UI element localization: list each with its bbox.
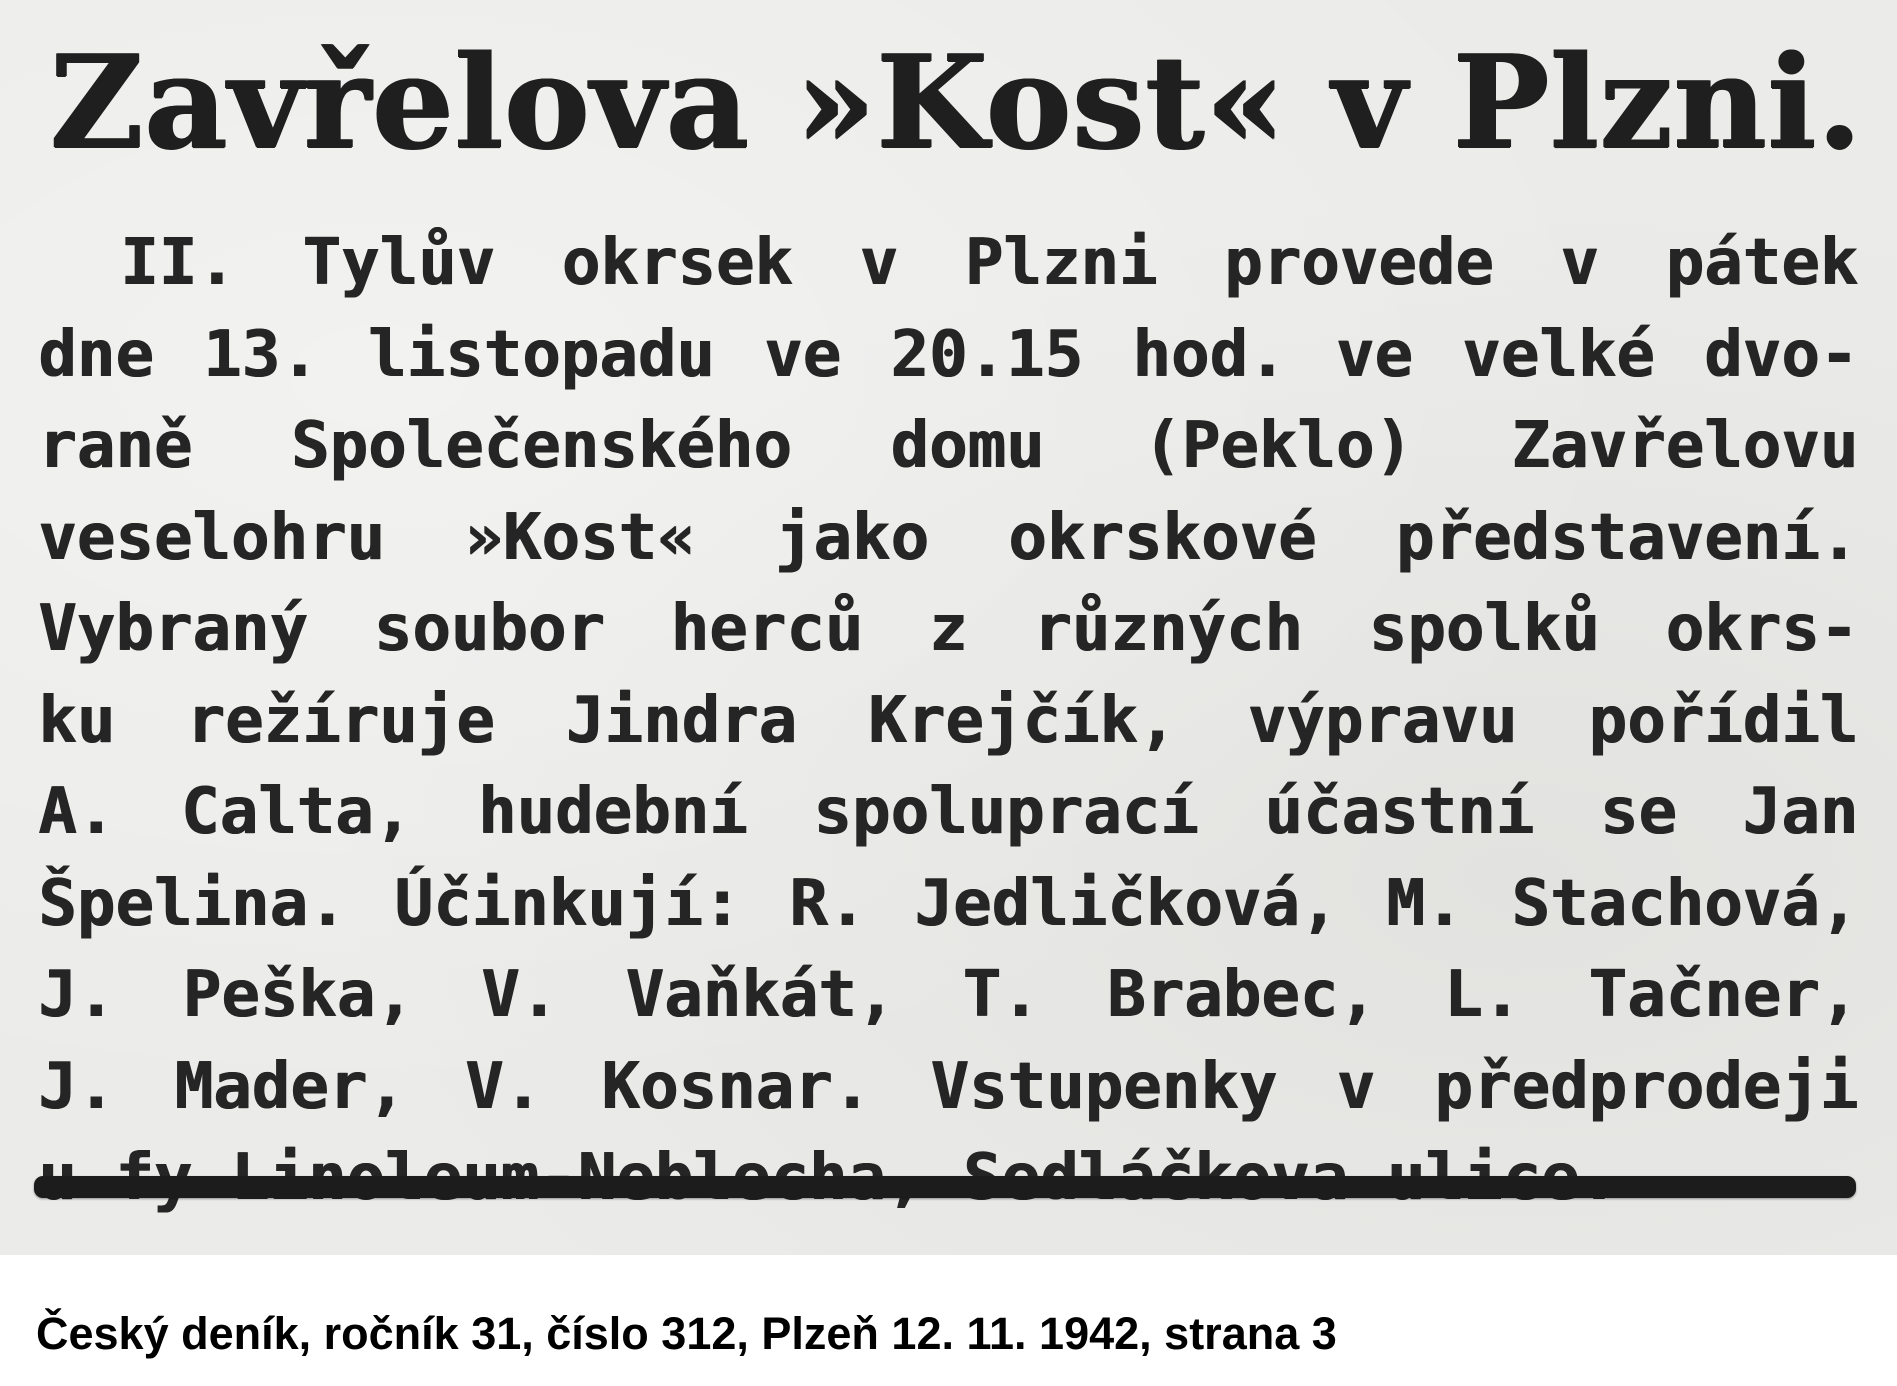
article-line: dne 13. listopadu ve 20.15 hod. ve velké dvo-: [38, 317, 1858, 392]
article-line: J. Mader, V. Kosnar. Vstupenky v předprodeji: [38, 1049, 1858, 1124]
column-divider-rule: [34, 1176, 1856, 1198]
article-line: Vybraný soubor herců z různých spolků okrs-: [38, 592, 1858, 666]
article-line: Špelina. Účinkují: R. Jedličková, M. Stachová,: [38, 866, 1858, 941]
article-line: veselohru »Kost« jako okrskové představení.: [38, 500, 1858, 575]
article-headline: Zavřelova »Kost« v Plzni.: [50, 28, 1863, 178]
article-line: II. Tylův okrsek v Plzni provede v pátek: [120, 226, 1858, 300]
article-line: J. Peška, V. Vaňkát, T. Brabec, L. Tačner,: [38, 958, 1858, 1032]
source-caption: Český deník, ročník 31, číslo 312, Plzeň 12. 11. 1942, strana 3: [36, 1308, 1337, 1359]
article-body: [38, 218, 1858, 1225]
article-line: raně Společenského domu (Peklo) Zavřelovu: [38, 409, 1858, 483]
article-line: A. Calta, hudební spoluprací účastní se Jan: [38, 775, 1858, 849]
article-line: ku režíruje Jindra Krejčík, výpravu pořídil: [38, 683, 1858, 758]
